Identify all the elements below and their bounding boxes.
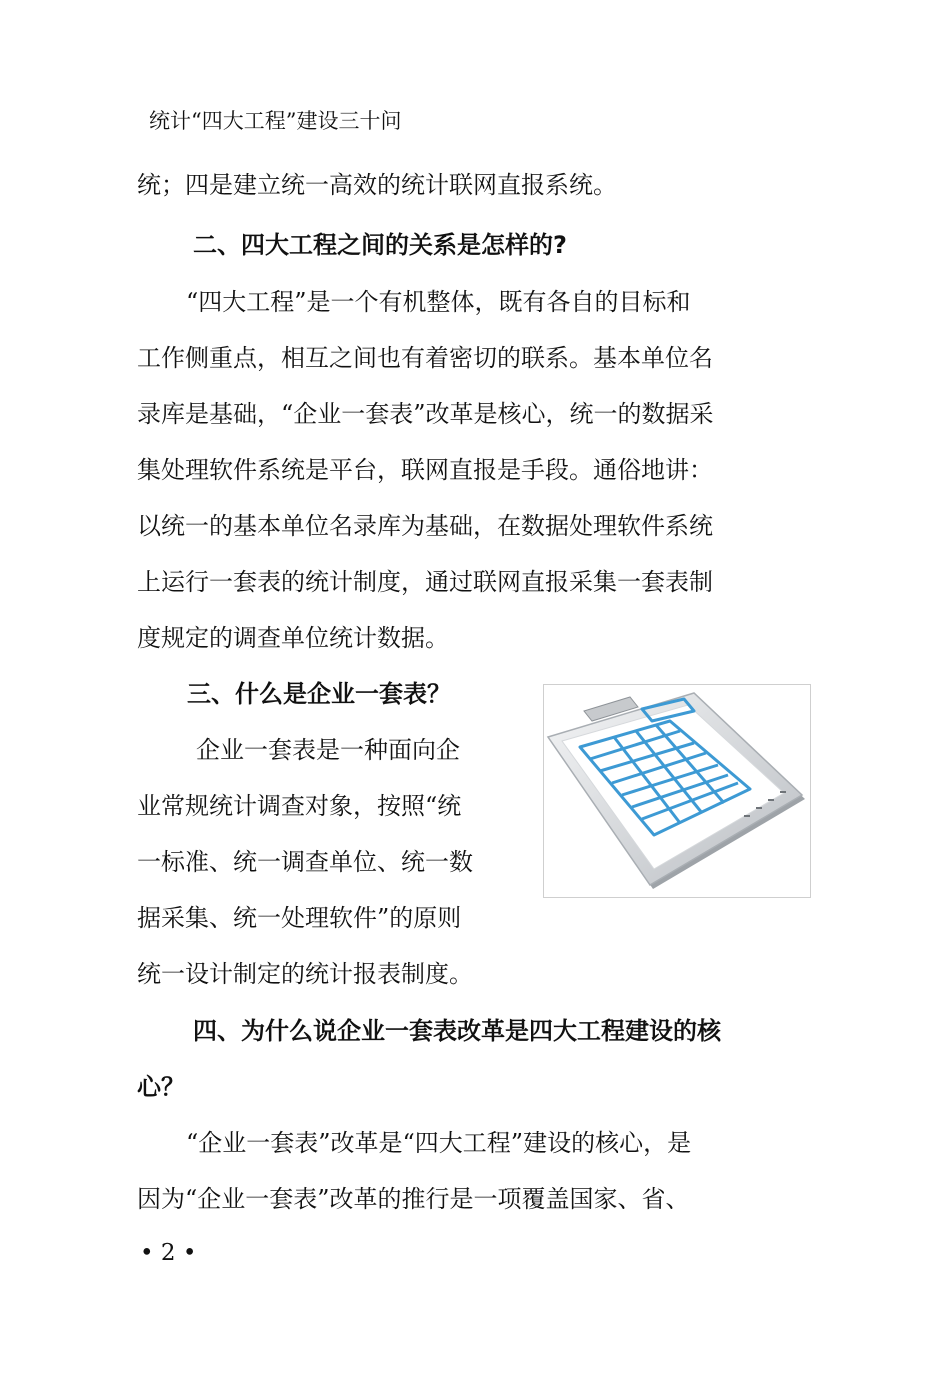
paragraph-line: 企业一套表是一种面向企	[196, 736, 460, 764]
paragraph-line: 以统一的基本单位名录库为基础，在数据处理软件系统	[137, 512, 713, 540]
paragraph-line: 上运行一套表的统计制度，通过联网直报采集一套表制	[137, 568, 713, 596]
clipboard-form-icon	[544, 685, 810, 897]
paragraph-line: 集处理软件系统是平台，联网直报是手段。通俗地讲：	[137, 456, 713, 484]
paragraph-line: 统一设计制定的统计报表制度。	[137, 960, 473, 988]
paragraph-line: 据采集、统一处理软件”的原则	[137, 904, 462, 932]
page-number: • 2 •	[140, 1240, 197, 1266]
section-heading-4: 四、为什么说企业一套表改革是四大工程建设的核	[193, 1017, 721, 1045]
section-heading-2: 二、四大工程之间的关系是怎样的?	[193, 231, 567, 259]
section-heading-3: 三、什么是企业一套表？	[187, 680, 451, 708]
paragraph-line: “企业一套表”改革是“四大工程”建设的核心，是	[186, 1129, 692, 1157]
running-header: 统计“四大工程”建设三十问	[149, 109, 402, 133]
section-heading-4-cont: 心？	[137, 1073, 185, 1101]
paragraph-line: 度规定的调查单位统计数据。	[137, 624, 449, 652]
paragraph-line: 因为“企业一套表”改革的推行是一项覆盖国家、省、	[137, 1185, 690, 1213]
paragraph-line: 工作侧重点，相互之间也有着密切的联系。基本单位名	[137, 344, 713, 372]
paragraph-line: 统；四是建立统一高效的统计联网直报系统。	[137, 171, 617, 199]
paragraph-line: 业常规统计调查对象，按照“统	[137, 792, 462, 820]
paragraph-line: 一标准、统一调查单位、统一数	[137, 848, 473, 876]
clipboard-figure	[543, 684, 811, 898]
paragraph-line: 录库是基础，“企业一套表”改革是核心，统一的数据采	[137, 400, 714, 428]
paragraph-line: “四大工程”是一个有机整体，既有各自的目标和	[186, 288, 691, 316]
